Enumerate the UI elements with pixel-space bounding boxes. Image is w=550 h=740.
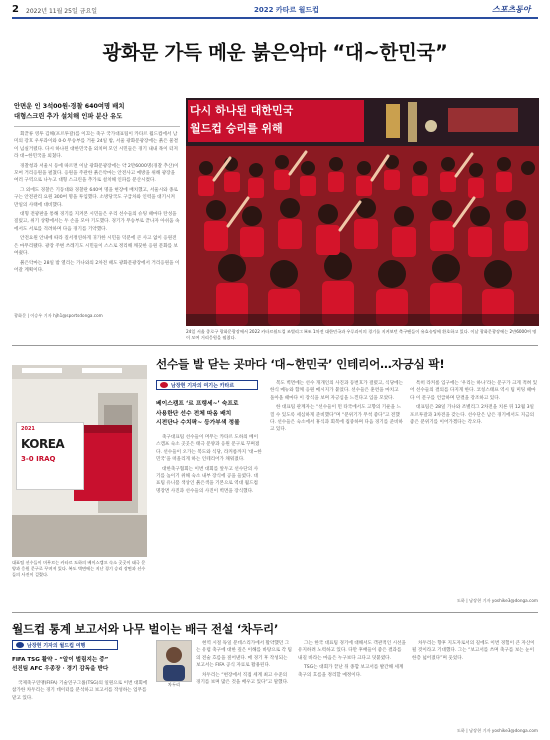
story2-headline: 선수들 발 닫는 곳마다 ‘대~한민국’ 인테리어…자긍심 팍! bbox=[156, 357, 445, 371]
paragraph: 현역 시절 독일 분데스리가에서 활약했던 그는 유럽 축구에 대한 깊은 이해를 바탕으로 각 팀의 전술 흐름을 짚어낸다. 매 경기 후 작성되는 보고서는 FIFA 공식 자료로 활용된다. bbox=[196, 641, 292, 669]
poster-score: 3-0 IRAQ bbox=[21, 455, 56, 463]
story3-byline: 도하 | 남장현 기자 yoshike3@donga.com bbox=[456, 728, 538, 733]
story2-deck: 베이스캠프 ‘르 프랭세~’ 숙프로 사용한단 선수 전체 따옴 배치 시전단나 수치팍~ 등가부색 정볼 bbox=[156, 401, 240, 426]
crowd-photo bbox=[186, 98, 539, 326]
story3-body-far bbox=[412, 640, 538, 726]
paragraph: 국제축구연맹(FIFA) 기술연구그룹(TSG)의 일원으로 이번 대회에 참가한 차두리는 경기 데이터를 분석하고 보고서를 작성하는 업무를 맡고 있다. bbox=[12, 681, 148, 701]
paragraph: 안전요원 안내에 따라 질서정연하게 귀가한 시민들 덕분에 큰 사고 없이 응원전은 마무리됐다. 광장 주변 쓰레기도 시민들이 스스로 정리해 깨끗한 응원 문화를 보여줬다. bbox=[14, 236, 178, 257]
story2-caption: 대표팀 선수들이 머무르는 카타르 도하의 베이스캠프 숙소 곳곳이 태극 문양과 응원 문구로 꾸며져 있다. 복도 벽면에는 지난 경기 승리 장면과 선수들의 사진이 걸렸다. bbox=[12, 560, 146, 577]
story3-deck: FIFA TSG 활약 – “알이 벌림지는 중” 선진팀 AFC 우종장 · 경기 감독을 받다 bbox=[12, 657, 109, 672]
paragraph: 특히 라커룸 입구에는 ‘우리는 하나’라는 문구가 크게 적혀 있어 선수들의 결의를 다지게 한다. 코칭스태프 역시 팀 미팅 때마다 이 문구를 언급하며 단결을 강조하고 있다. bbox=[410, 381, 538, 401]
section-title: 2022 카타르 월드컵 bbox=[254, 6, 319, 14]
poster bbox=[16, 422, 84, 490]
paragraph: 회끝류 영투 김해(포르투갈)를 이끄는 축구 국가대표팀이 카타르 월드컵에서 남미의 강호 우루과이와 0-0 무승부를 거둔 24일 밤, 서울 광화문광장에는 붉은 물결이 넘실거렸다. 다시 하나된 대한민국을 외치며 모인 시민들은 경기 내내 목이 터져라 대~한민국을 외쳤다. bbox=[14, 132, 179, 160]
paragraph: 붉은악마는 28일 밤 열리는 가나와의 2차전 때도 광화문광장에서 거리응원을 이어갈 계획이다. bbox=[14, 260, 180, 273]
story3-body-right bbox=[298, 640, 406, 738]
portrait-graphic bbox=[157, 641, 191, 681]
paragraph: 한 대표팀 관계자는 “선수들이 먼 타국에서도 고향의 기운을 느낄 수 있도록 세심하게 준비했다”며 “분위기가 무척 좋다”고 전했다. 선수들은 숙소에서 휴식과 회복에 집중하며 다음 경기를 준비하고 있다. bbox=[270, 405, 403, 433]
banner-text: 월드컵 승리를 위해 bbox=[190, 122, 283, 135]
story2-byline: 도하 | 남장현 기자 yoshike3@donga.com bbox=[456, 598, 538, 603]
chaduri-photo bbox=[156, 640, 192, 682]
section-divider bbox=[12, 612, 538, 613]
page-number: 2 bbox=[12, 4, 19, 15]
publication-logo: 스포츠동아 bbox=[492, 5, 531, 14]
reporter-box-label: 남장현 기자의 월드컵 여행 bbox=[27, 643, 86, 649]
header-rule bbox=[12, 17, 538, 19]
poster-year: 2021 bbox=[21, 426, 35, 432]
paragraph: 차두리는 향후 지도자로서의 길에도 이번 경험이 큰 자산이 될 것이라고 기대했다. 그는 “보고서를 쓰며 축구를 보는 눈이 한층 넓어졌다”며 웃었다. bbox=[412, 641, 535, 661]
story2-body-right bbox=[410, 380, 538, 594]
paragraph: 그는 한국 대표팀 경기에 대해서도 객관적인 시선을 유지하려 노력하고 있다. 다만 후배들이 좋은 결과를 내길 바라는 마음은 누구보다 크다고 덧붙였다. bbox=[298, 641, 406, 661]
reporter-box bbox=[156, 380, 258, 390]
reporter-avatar bbox=[16, 642, 24, 648]
banner-text: 다시 하나된 대한민국 bbox=[190, 104, 294, 117]
poster-title: KOREA bbox=[21, 437, 65, 451]
story3-headline: 월드컵 통계 보고서와 나무 벌이는 배극 전설 ‘차두리’ bbox=[12, 622, 279, 636]
section-divider bbox=[12, 345, 538, 346]
paragraph: 복도 벽면에는 선수 개개인의 사진과 등번호가 걸렸고, 식당에는 한식 메뉴와 함께 응원 메시지가 붙었다. 선수들은 훈련을 마치고 돌아올 때마다 이 장식을 보며 자긍심을 느낀다고 입을 모았다. bbox=[270, 381, 404, 401]
reporter-avatar bbox=[160, 382, 168, 388]
issue-date: 2022년 11월 25일 금요일 bbox=[26, 8, 98, 15]
story3-body-mid bbox=[196, 640, 292, 738]
story1-caption: 24일 서울 종로구 광화문광장에서 2022 카타르월드컵 조별리그 H조 1차전 대한민국과 우루과이의 경기를 지켜보던 축구팬들이 유효슈팅에 환호하고 있다. 이날 광화문광장에는 2만6000여 명이 모여 거리응원을 펼쳤다. bbox=[186, 329, 537, 340]
paragraph: 차두리는 “현장에서 직접 세계 최고 수준의 경기를 보며 많은 것을 배우고 있다”고 말했다. bbox=[196, 672, 289, 686]
story1-deck: 안면운 인 3석00원·경찰 640여명 배치 대형스크린 추가 설치해 인파 분산 유도 bbox=[14, 103, 125, 120]
story3-body-left bbox=[12, 680, 148, 738]
basecamp-photo bbox=[12, 365, 147, 557]
paragraph: 대표팀은 28일 가나와 조별리그 2차전을 치른 뒤 12월 3일 포르투갈과 3차전을 갖는다. 선수단은 남은 경기에서도 지금의 좋은 분위기를 이어가겠다는 각오다. bbox=[410, 405, 535, 426]
deck-divider bbox=[14, 126, 180, 127]
reporter-box bbox=[12, 640, 118, 650]
story1-body bbox=[14, 131, 180, 309]
story1-byline: 광화문 | 이승우 기자 hjh1@sportsdonga.com bbox=[14, 313, 103, 318]
paragraph: 축구대표팀 선수들이 머무는 카타르 도하의 베이스캠프 숙소 곳곳은 태극 문양과 응원 문구로 꾸며졌다. 선수들이 오가는 복도와 식당, 라커룸까지 ‘대~한민국’을 떠올리게 하는 인테리어가 채워졌다. bbox=[156, 435, 262, 463]
paragraph: TSG는 대회가 끝난 뒤 종합 보고서를 발간해 세계 축구의 흐름을 정리할 예정이다. bbox=[298, 665, 404, 678]
paragraph: 대형 전광판을 통해 경기를 지켜본 시민들은 우리 선수들의 슈팅 때마다 탄성을 질렀고, 위기 상황에서는 두 손을 모아 기도했다. 경기가 무승부로 끝나자 아쉬움 속에서도 서로를 격려하며 다음 경기를 기약했다. bbox=[14, 212, 180, 232]
story2-body-left bbox=[156, 434, 262, 606]
paragraph: 대한축구협회는 이번 대회를 앞두고 선수단의 사기를 높이기 위해 숙소 내부 장식에 공을 들였다. 대표팀 유니폼 색상인 붉은색을 기본으로 역대 월드컵 명장면 사진과 선수들의 사진이 벽면을 장식했다. bbox=[156, 466, 259, 494]
photo-label: 차두리 bbox=[167, 682, 181, 687]
paragraph: 그 외에도 경찰은 기동대와 경찰관 640여 명을 현장에 배치했고, 서울시와 종로구는 안전관리 요원 300여 명을 투입했다. 소방당국도 구급차와 인력을 대기시켜 만일의 사태에 대비했다. bbox=[14, 187, 178, 208]
story1-headline: 광화문 가득 메운 붉은악마 “대~한민국” bbox=[102, 41, 448, 64]
reporter-box-label: 남장현 기자의 여기는 카타르 bbox=[171, 383, 235, 389]
paragraph: 경찰청과 서울시 등에 따르면 이날 광화문광장에는 약 2만6000명(경찰 추산)이 모여 거리응원을 펼쳤다. 응원을 주관한 붉은악마는 안전사고 예방을 위해 광장을 여러 구역으로 나누고 대형 스크린을 추가로 설치해 인파를 분산시켰다. bbox=[14, 163, 179, 184]
story2-body-mid bbox=[270, 380, 404, 606]
